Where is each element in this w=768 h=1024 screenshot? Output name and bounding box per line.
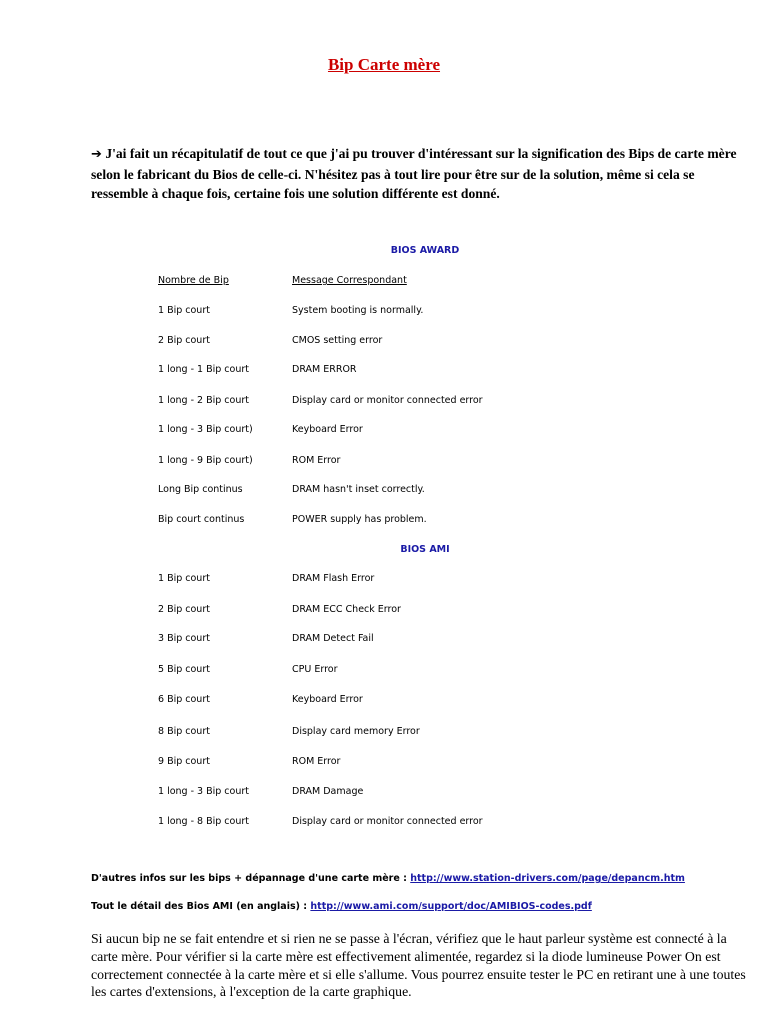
station-drivers-link[interactable]: http://www.station-drivers.com/page/depancm.htm (410, 873, 685, 884)
bip-count: 1 Bip court (158, 305, 210, 316)
bip-count: Bip court continus (158, 514, 245, 525)
bip-message: DRAM ECC Check Error (292, 604, 401, 615)
bip-message: DRAM ERROR (292, 364, 357, 375)
bip-message: DRAM Damage (292, 786, 364, 797)
bip-count: 5 Bip court (158, 664, 210, 675)
bip-message: Display card or monitor connected error (292, 395, 483, 406)
bip-message: Keyboard Error (292, 694, 363, 705)
bip-count: 9 Bip court (158, 756, 210, 767)
bip-message: ROM Error (292, 455, 341, 466)
bios-award-heading: BIOS AWARD (390, 245, 460, 256)
link-label: Tout le détail des Bios AMI (en anglais) : (91, 901, 311, 912)
bip-count: 1 long - 9 Bip court) (158, 455, 253, 466)
header-bip-count: Nombre de Bip (158, 275, 229, 286)
bip-count: 6 Bip court (158, 694, 210, 705)
bip-count: 2 Bip court (158, 604, 210, 615)
bip-count: 2 Bip court (158, 335, 210, 346)
more-info-line (91, 873, 685, 884)
bip-count: 1 long - 1 Bip court (158, 364, 249, 375)
bip-message: DRAM Detect Fail (292, 633, 374, 644)
bip-message: CPU Error (292, 664, 338, 675)
bip-message: Display card memory Error (292, 726, 420, 737)
arrow-icon: ➔ (91, 147, 102, 162)
intro-text: J'ai fait un récapitulatif de tout ce que j'ai pu trouver d'intéressant sur la signification des Bips de carte mère selon le fabricant du Bios de celle-ci. N'hésitez pas à tout lire pour être sur de la solution, même si cela se ressemble à chaque fois, certaine fois une solution différente est donné. (91, 146, 737, 201)
bip-message: Keyboard Error (292, 424, 363, 435)
bip-count: 3 Bip court (158, 633, 210, 644)
bip-message: DRAM hasn't inset correctly. (292, 484, 425, 495)
link-label: D'autres infos sur les bips + dépannage d'une carte mère : (91, 873, 411, 884)
bip-count: 1 long - 3 Bip court) (158, 424, 253, 435)
bip-message: DRAM Flash Error (292, 573, 375, 584)
bip-count: 1 Bip court (158, 573, 210, 584)
ami-detail-line (91, 901, 592, 912)
bip-message: System booting is normally. (292, 305, 424, 316)
bip-message: Display card or monitor connected error (292, 816, 483, 827)
page-title: Bip Carte mère (327, 55, 441, 74)
bip-count: 8 Bip court (158, 726, 210, 737)
bip-message: CMOS setting error (292, 335, 383, 346)
bip-count: Long Bip continus (158, 484, 243, 495)
bios-ami-heading: BIOS AMI (400, 544, 450, 555)
header-message: Message Correspondant (292, 275, 407, 286)
bip-count: 1 long - 8 Bip court (158, 816, 249, 827)
intro-paragraph (91, 144, 751, 204)
footer-paragraph: Si aucun bip ne se fait entendre et si rien ne se passe à l'écran, vérifiez que le haut parleur système est connecté à la carte mère. Pour vérifier si la carte mère est effectivement alimentée, regardez si la diode lumineuse Power On est correctement connectée à la carte mère et si elle s'allume. Vous pourrez ensuite tester le PC en retirant une à une toutes les cartes d'extensions, à l'exception de la carte graphique. (91, 931, 746, 1000)
bip-message: POWER supply has problem. (292, 514, 427, 525)
bip-count: 1 long - 3 Bip court (158, 786, 249, 797)
ami-codes-link[interactable]: http://www.ami.com/support/doc/AMIBIOS-codes.pdf (310, 901, 592, 912)
bip-count: 1 long - 2 Bip court (158, 395, 249, 406)
bip-message: ROM Error (292, 756, 341, 767)
